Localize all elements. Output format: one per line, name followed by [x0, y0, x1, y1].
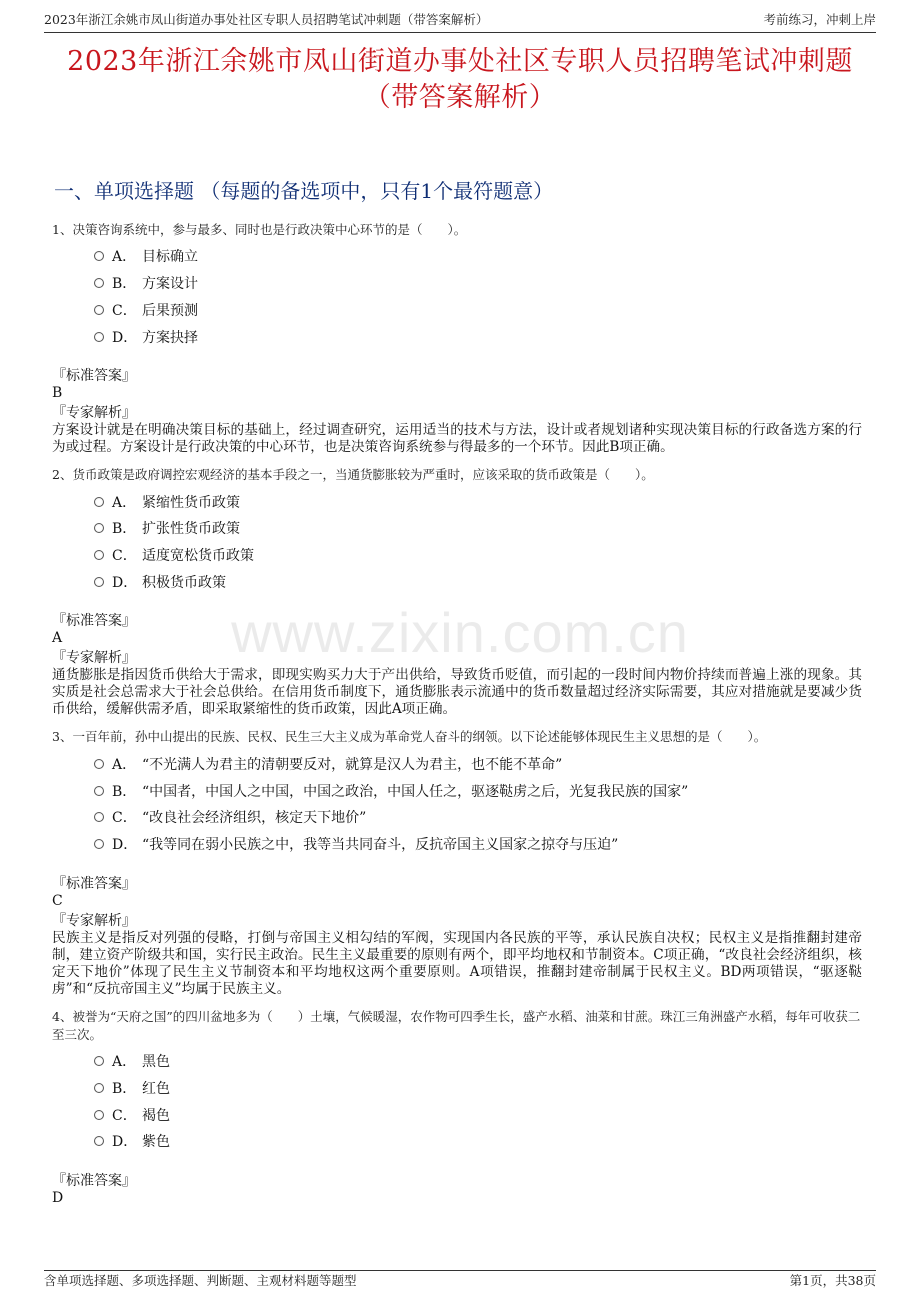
option-text: 积极货币政策 — [142, 574, 226, 591]
option-c[interactable] — [94, 297, 862, 324]
radio-button-icon[interactable] — [94, 812, 104, 822]
option-text: 适度宽松货币政策 — [142, 548, 254, 565]
option-text: 红色 — [142, 1080, 170, 1097]
answer-value: C — [52, 892, 63, 909]
explanation-label: 『专家解析』 — [52, 912, 136, 929]
question-2 — [52, 466, 862, 718]
radio-button-icon[interactable] — [94, 550, 104, 560]
option-d[interactable] — [94, 1128, 862, 1155]
option-a[interactable] — [94, 488, 862, 515]
option-letter: D． — [112, 329, 138, 346]
option-group — [94, 488, 862, 595]
option-letter: D． — [112, 1134, 138, 1151]
option-text: 方案设计 — [142, 276, 198, 293]
radio-button-icon[interactable] — [94, 497, 104, 507]
radio-button-icon[interactable] — [94, 251, 104, 261]
question-3 — [52, 728, 862, 997]
radio-button-icon[interactable] — [94, 1056, 104, 1066]
option-letter: A． — [112, 1053, 137, 1070]
option-text: 褐色 — [142, 1107, 170, 1124]
option-letter: B． — [112, 521, 137, 538]
option-text: 扩张性货币政策 — [142, 521, 240, 538]
option-a[interactable] — [94, 750, 862, 777]
option-c[interactable] — [94, 804, 862, 831]
option-a[interactable] — [94, 243, 862, 270]
option-c[interactable] — [94, 1101, 862, 1128]
radio-button-icon[interactable] — [94, 1110, 104, 1120]
question-1 — [52, 221, 862, 456]
option-letter: B． — [112, 783, 137, 800]
option-text: “改良社会经济组织，核定天下地价” — [142, 810, 367, 827]
option-letter: C． — [112, 548, 137, 565]
question-stem: 3、一百年前，孙中山提出的民族、民权、民生三大主义成为革命党人奋斗的纲领。以下论述能够体现民生主义思想的是（ ）。 — [52, 729, 767, 745]
page-footer — [44, 1270, 876, 1291]
radio-button-icon[interactable] — [94, 332, 104, 342]
option-text: 目标确立 — [142, 249, 198, 266]
option-letter: C． — [112, 1107, 137, 1124]
document-title: 2023年浙江余姚市凤山街道办事处社区专职人员招聘笔试冲刺题（带答案解析） — [67, 46, 853, 113]
option-letter: D． — [112, 574, 138, 591]
explanation-label: 『专家解析』 — [52, 650, 136, 667]
option-text: 黑色 — [142, 1053, 170, 1070]
option-group — [94, 750, 862, 857]
page-header — [44, 10, 876, 33]
answer-value: B — [52, 385, 63, 402]
answer-label: 『标准答案』 — [52, 613, 136, 630]
option-letter: C． — [112, 302, 137, 319]
answer-label: 『标准答案』 — [52, 1172, 136, 1189]
option-letter: B． — [112, 1080, 137, 1097]
radio-button-icon[interactable] — [94, 839, 104, 849]
option-letter: C． — [112, 810, 137, 827]
question-stem: 1、决策咨询系统中，参与最多、同时也是行政决策中心环节的是（ ）。 — [52, 222, 467, 237]
radio-button-icon[interactable] — [94, 523, 104, 533]
option-text: “不光满人为君主的清朝要反对，就算是汉人为君主，也不能不革命” — [142, 756, 563, 773]
footer-question-types: 含单项选择题、多项选择题、判断题、主观材料题等题型 — [44, 1273, 357, 1288]
answer-label: 『标准答案』 — [52, 368, 136, 385]
page-number: 第1页，共38页 — [789, 1273, 876, 1288]
option-text: “我等同在弱小民族之中，我等当共同奋斗，反抗帝国主义国家之掠夺与压迫” — [142, 837, 619, 854]
answer-label: 『标准答案』 — [52, 875, 136, 892]
explanation-text: 民族主义是指反对列强的侵略，打倒与帝国主义相勾结的军阀，实现国内各民族的平等，承认民族自决权；民权主义是指推翻封建帝制，建立资产阶级共和国，实行民主政治。民生主义最重要的原则有两个，即平均地权和节制资本。C项正确，“改良社会经济组织，核定天下地价”体现了民生主义节制资本和平均地权这两个重要原则。A项错误，推翻封建帝制属于民权主义。BD两项错误，“驱逐鞑虏”和“反抗帝国主义”均属于民族主义。 — [52, 929, 862, 997]
option-letter: A． — [112, 249, 137, 266]
question-stem: 2、货币政策是政府调控宏观经济的基本手段之一，当通货膨胀较为严重时，应该采取的货币政策是（ ）。 — [52, 467, 654, 483]
radio-button-icon[interactable] — [94, 1136, 104, 1146]
radio-button-icon[interactable] — [94, 278, 104, 288]
explanation-text: 通货膨胀是指因货币供给大于需求，即现实购买力大于产出供给，导致货币贬值，而引起的一段时间内物价持续而普遍上涨的现象。其实质是社会总需求大于社会总供给。在信用货币制度下，通货膨胀表示流通中的货币数量超过经济实际需要，其应对措施就是要减少货币供给，缓解供需矛盾，即采取紧缩性的货币政策，因此A项正确。 — [52, 667, 862, 718]
explanation-text: 方案设计就是在明确决策目标的基础上，经过调查研究，运用适当的技术与方法，设计或者规划诸种实现决策目标的行政备选方案的行为或过程。方案设计是行政决策的中心环节，也是决策咨询系统参与得最多的一个环节。因此B项正确。 — [52, 422, 862, 456]
option-group — [94, 243, 862, 350]
option-c[interactable] — [94, 542, 862, 569]
option-a[interactable] — [94, 1048, 862, 1075]
option-b[interactable] — [94, 515, 862, 542]
answer-value: A — [52, 630, 63, 647]
option-text: 紧缩性货币政策 — [142, 494, 240, 511]
question-4 — [52, 1008, 862, 1207]
explanation-label: 『专家解析』 — [52, 405, 136, 422]
answer-value: D — [52, 1189, 64, 1206]
option-letter: B． — [112, 276, 137, 293]
option-letter: D． — [112, 837, 138, 854]
option-b[interactable] — [94, 270, 862, 297]
option-letter: A． — [112, 494, 137, 511]
watermark: www.zixin.com.cn — [231, 601, 689, 664]
section-heading: 一、单项选择题 （每题的备选项中，只有1个最符题意） — [54, 179, 554, 203]
option-d[interactable] — [94, 831, 862, 858]
question-stem: 4、被誉为“天府之国”的四川盆地多为（ ）土壤，气候暖湿，农作物可四季生长，盛产水稻、油菜和甘蔗。珠江三角洲盛产水稻，每年可收获二至三次。 — [52, 1008, 861, 1042]
option-text: “中国者，中国人之中国，中国之政治，中国人任之，驱逐鞑虏之后，光复我民族的国家” — [142, 783, 689, 800]
header-slogan: 考前练习，冲刺上岸 — [763, 12, 876, 27]
radio-button-icon[interactable] — [94, 759, 104, 769]
header-doc-title: 2023年浙江余姚市凤山街道办事处社区专职人员招聘笔试冲刺题（带答案解析） — [44, 12, 489, 27]
option-text: 紫色 — [142, 1134, 170, 1151]
question-list — [52, 221, 862, 1217]
option-text: 后果预测 — [142, 302, 198, 319]
option-b[interactable] — [94, 777, 862, 804]
option-b[interactable] — [94, 1074, 862, 1101]
option-text: 方案抉择 — [142, 329, 198, 346]
option-d[interactable] — [94, 569, 862, 596]
radio-button-icon[interactable] — [94, 1083, 104, 1093]
radio-button-icon[interactable] — [94, 577, 104, 587]
radio-button-icon[interactable] — [94, 305, 104, 315]
option-d[interactable] — [94, 323, 862, 350]
option-group — [94, 1048, 862, 1155]
radio-button-icon[interactable] — [94, 786, 104, 796]
option-letter: A． — [112, 756, 137, 773]
